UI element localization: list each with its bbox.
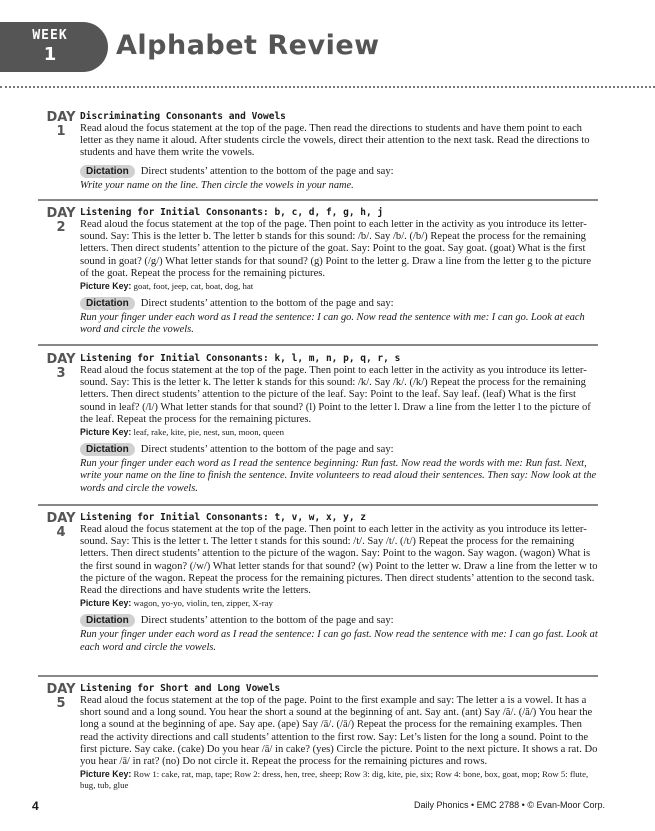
dictation-badge: Dictation (80, 297, 135, 310)
day-heading: Listening for Short and Long Vowels (80, 683, 281, 694)
dictation-badge: Dictation (80, 614, 135, 627)
section-divider (38, 344, 598, 346)
dictation-text: Direct students’ attention to the bottom of the page and say: (140, 615, 394, 627)
picture-key (80, 281, 598, 292)
day-word: DAY (46, 110, 76, 125)
page-header (0, 0, 655, 92)
picture-key-items: goat, foot, jeep, cat, boat, dog, hat (133, 281, 254, 292)
day-section-4 (38, 512, 598, 654)
day-section-2 (38, 207, 598, 337)
dictation-script: Write your name on the line. Then circle the vowels in your name. (80, 179, 354, 191)
day-heading: Listening for Initial Consonants: b, c, d, f, g, h, j (80, 207, 384, 218)
day-instructions: Read aloud the focus statement at the top of the page. Point to the first example and say: The letter a is a vowel. It has a short sound and a long sound. You hear the short a sound at the beginning of ant. Say ant. (ant) Say /ă/. (/ă/) You hear the long a sound at the beginning of ape. Say ape. (ape) Say /ā/. (/ā/) Repeat the process for the remaining examples. Then read the activity directions and call students’ attention to the first row. Say: Let’s listen for the long a sound. Point to the first picture. Say cake. (cake) Do you hear /ā/ in cake? (yes) Circle the picture. Point to the next picture. It shows a rat. Do you hear /ā/ in rat? (no) Do not circle it. Repeat the process for the remaining pictures and rows. (80, 695, 598, 768)
page-number: 4 (32, 799, 39, 813)
picture-key (80, 769, 598, 791)
day-word: DAY (46, 352, 76, 367)
day-number: 1 (56, 124, 66, 139)
dotted-divider (0, 86, 655, 88)
picture-key-items: wagon, yo-yo, violin, ten, zipper, X-ray (133, 598, 273, 609)
day-label (44, 353, 78, 381)
day-label (44, 683, 78, 711)
day-label (44, 111, 78, 139)
page-title: Alphabet Review (116, 30, 380, 61)
section-divider (38, 199, 598, 201)
dictation-badge: Dictation (80, 165, 135, 178)
day-number: 4 (56, 525, 66, 540)
picture-key-items: leaf, rake, kite, pie, nest, sun, moon, queen (133, 427, 285, 438)
picture-key-label: Picture Key: (80, 769, 132, 780)
day-section-3 (38, 353, 598, 495)
dictation-row (80, 614, 598, 627)
week-tab (0, 22, 108, 72)
footer-credit: Daily Phonics • EMC 2788 • © Evan-Moor Corp. (413, 800, 605, 810)
dictation-badge: Dictation (80, 443, 135, 456)
section-divider (38, 675, 598, 677)
day-number: 3 (56, 366, 66, 381)
picture-key-label: Picture Key: (80, 598, 132, 609)
dictation-row (80, 443, 598, 456)
picture-key-label: Picture Key: (80, 427, 132, 438)
dictation-row (80, 297, 598, 310)
dictation-script: Run your finger under each word as I read the sentence: I can go fast. Now read the sentence with me: I can go fast. Look at each word and circle the vowels. (80, 629, 598, 653)
day-word: DAY (46, 511, 76, 526)
day-section-5 (38, 683, 598, 791)
day-section-1 (38, 111, 598, 192)
day-instructions: Read aloud the focus statement at the top of the page. Then point to each letter in the activity as you introduce its letter-sound. Say: This is the letter t. The letter t stands for this sound: /t/. Say /t/. (/t/) Repeat the process for the remaining letters. Then direct students’ attention to the picture of the wagon. Say: Point to the wagon. Say wagon. (wagon) What is the first sound in wagon? (/w/) What letter stands for that sound? (w) Point to the letter w. Draw a line from the letter w to the picture of the wagon. Repeat the process for the remaining pictures. Then direct students’ attention to the second task. Read the directions and have students write the letters. (80, 524, 598, 597)
week-number: 1 (43, 44, 57, 65)
picture-key (80, 427, 598, 438)
day-heading: Listening for Initial Consonants: k, l, m, n, p, q, r, s (80, 353, 401, 364)
dictation-script: Run your finger under each word as I read the sentence beginning: Run fast. Now read the words with me: Run fast. Next, write your name on the line to finish the sentence. Invite volunteers to read aloud their sentences. Then say: Now look at the words and circle the vowels. (80, 458, 597, 494)
week-label: WEEK (32, 28, 68, 43)
day-word: DAY (46, 682, 76, 697)
dictation-script: Run your finger under each word as I read the sentence: I can go. Now read the sentence with me: I can go. Look at each word and circle the vowels. (80, 312, 585, 336)
day-heading: Discriminating Consonants and Vowels (80, 111, 286, 122)
day-number: 5 (56, 696, 66, 711)
dictation-text: Direct students’ attention to the bottom of the page and say: (140, 165, 394, 177)
day-number: 2 (56, 220, 66, 235)
day-word: DAY (46, 206, 76, 221)
day-label (44, 512, 78, 540)
day-instructions: Read aloud the focus statement at the top of the page. Then point to each letter in the activity as you introduce its letter-sound. Say: This is the letter b. The letter b stands for this sound: /b/. Say /b/. (/b/) Repeat the process for the remaining letters. Then direct students’ attention to the picture of the goat. Say: Point to the goat. Say goat. (goat) What is the first sound in goat? (/g/) What letter stands for that sound? (g) Point to the letter g. Draw a line from the letter g to the picture of the goat. Repeat the process for the remaining pictures. (80, 219, 592, 279)
day-label (44, 207, 78, 235)
picture-key-label: Picture Key: (80, 281, 132, 292)
section-divider (38, 504, 598, 506)
dictation-text: Direct students’ attention to the bottom of the page and say: (140, 298, 394, 310)
day-instructions: Read aloud the focus statement at the top of the page. Then read the directions to students and have them point to each letter as they name it aloud. After students circle the vowels, direct their attention to the next task. Read the directions to students and have them write the vowels. (80, 123, 590, 159)
day-heading: Listening for Initial Consonants: t, v, w, x, y, z (80, 512, 366, 523)
dictation-row (80, 165, 598, 178)
picture-key-items: Row 1: cake, rat, map, tape; Row 2: dress, hen, tree, sheep; Row 3: dig, kite, pie, six; Row 4: bone, box, goat, mop; Row 5: flute, bug, tub, glue (80, 769, 589, 791)
dictation-text: Direct students’ attention to the bottom of the page and say: (140, 444, 394, 456)
picture-key (80, 598, 598, 609)
day-instructions: Read aloud the focus statement at the top of the page. Then point to each letter in the activity as you introduce its letter-sound. Say: This is the letter k. The letter k stands for this sound: /k/. Say /k/. (/k/) Repeat the process for the remaining letters. Then direct students’ attention to the picture of the leaf. Say: Point to the leaf. Say leaf. (leaf) What is the first sound in leaf? (/l/) What letter stands for that sound? (l) Point to the letter l. Draw a line from the letter l to the picture of the leaf. Repeat the process for the remaining pictures. (80, 365, 591, 425)
